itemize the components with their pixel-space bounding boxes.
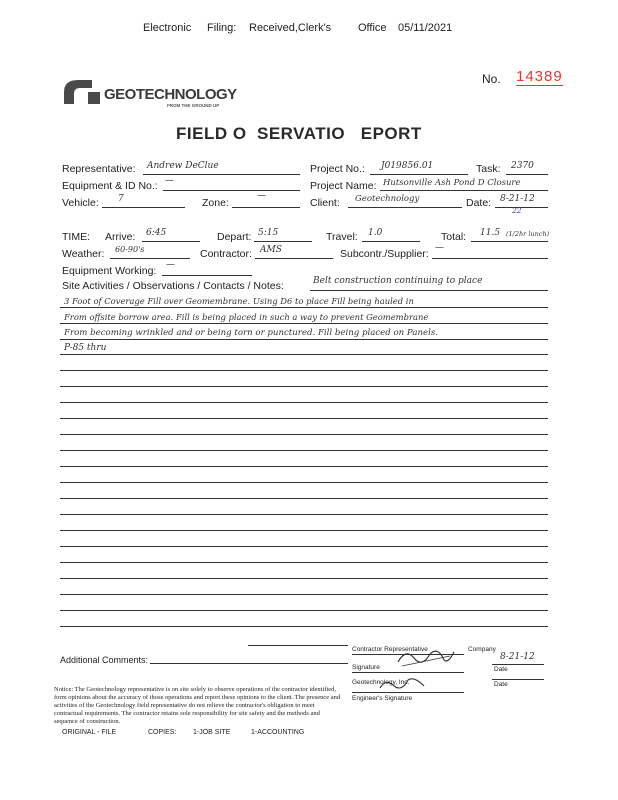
weather-label: Weather: [62,248,105,260]
notes-rule [60,578,548,579]
notes-rule [60,339,548,340]
vehicle-label: Vehicle: [62,197,99,209]
arrive-label: Arrive: [105,231,136,243]
notes-rule [60,434,548,435]
report-no-label: No. [482,72,501,86]
notes-line-3: From offsite borrow area. Fill is being placed in such a way to prevent Geomembrane [64,312,429,322]
notes-rule [248,645,348,646]
equipment-working-line [162,275,252,276]
task-line [506,174,548,175]
notes-rule [60,370,548,371]
footer-original: ORIGINAL - FILE [62,729,117,736]
notes-line-4: From becoming wrinkled and or being torn or punctured. Fill being placed on Panels. [64,328,438,338]
additional-comments-label: Additional Comments: [60,655,149,665]
notes-rule [60,307,548,308]
filing-header-office: Office [358,22,387,34]
project-no-label: Project No.: [310,163,365,175]
subcontractor-label: Subcontr./Supplier: [340,248,429,260]
travel-label: Travel: [326,231,358,243]
footer-copies: COPIES: [148,729,177,736]
client-line [348,207,462,208]
depart-value: 5:15 [258,228,279,238]
notes-rule [60,562,548,563]
depart-line [254,241,312,242]
equipment-line [163,190,300,191]
handwritten-signature-icon [396,644,456,668]
equipment-working-value: — [166,260,175,270]
filing-header-filing: Filing: [207,22,237,34]
signature-label: Signature [352,664,380,671]
signature-date-line [492,664,544,665]
signature-date-label: Date [494,666,508,673]
weather-value: 60-90's [115,245,145,254]
equipment-value: — [165,176,174,186]
engineer-date-line [492,679,544,680]
filing-header-electronic: Electronic [143,22,192,34]
representative-value: Andrew DeClue [147,161,219,171]
filing-header-date: 05/11/2021 [398,22,453,34]
geotechnology-logo [62,78,102,109]
project-no-value: J019856.01 [381,161,434,171]
date-extra: 22 [512,206,522,215]
travel-line [362,241,420,242]
signature-line [352,672,464,673]
handwritten-signature-icon [378,674,428,694]
equipment-label: Equipment & ID No.: [62,180,158,192]
notes-rule [60,610,548,611]
zone-label: Zone: [202,197,229,209]
zone-value: — [257,191,266,201]
date-value: 8-21-12 [500,194,535,204]
contractor-rep-label: Contractor Representative [352,646,428,653]
notes-rule [60,514,548,515]
notes-label: Site Activities / Observations / Contacts / Notes: [62,280,284,292]
engineer-signature-label: Engineer's Signature [352,695,413,702]
total-line [471,241,548,242]
representative-label: Representative: [62,163,136,175]
company-label: Company [468,646,496,653]
task-value: 2370 [511,161,534,171]
zone-line [232,207,300,208]
notes-rule [60,482,548,483]
notes-line-5: P-85 thru [64,343,107,353]
contractor-value: AMS [260,245,282,255]
notes-rule [60,402,548,403]
project-name-line [380,190,548,191]
report-title: FIELD O SERVATIO EPORT [176,124,422,143]
footer-job-site: 1-JOB SITE [193,729,231,736]
notes-rule [310,290,548,291]
arrive-value: 6:45 [146,228,167,238]
subcontractor-value: — [435,243,444,253]
equipment-working-label: Equipment Working: [62,265,157,277]
date-label: Date: [466,197,492,209]
depart-label: Depart: [217,231,252,243]
time-label: TIME: [62,231,90,243]
notes-rule [60,546,548,547]
project-name-value: Hutsonville Ash Pond D Closure [383,178,521,188]
notes-rule [60,498,548,499]
notes-rule [60,418,548,419]
notes-line-1: Belt construction continuing to place [313,276,483,286]
footer-accounting: 1-ACCOUNTING [251,729,305,736]
notes-rule [60,450,548,451]
notes-rule [60,530,548,531]
client-label: Client: [310,197,340,209]
notes-rule [60,626,548,627]
filing-header-received: Received,Clerk's [249,22,332,34]
task-label: Task: [476,163,501,175]
notice-text: Notice: The Geotechnology representative is on site solely to observe operations of the contractor identified, form opinions about the accuracy of those operations and report these opinions to the client. The presence and activities of the Geotechnology field representative do not relieve the contractor's obligation to meet contractual requirements. The contractor retains sole responsibility for site safety and the methods and sequence of construction. [54,686,341,725]
logo-mark-icon [62,78,102,104]
project-name-label: Project Name: [310,180,377,192]
notes-rule [60,354,548,355]
vehicle-value: 7 [118,194,124,204]
representative-line [143,174,300,175]
client-value: Geotechnology [355,194,420,204]
signature-date-value: 8-21-12 [500,652,535,662]
contractor-line [255,258,333,259]
contractor-label: Contractor: [200,248,252,260]
logo-tagline: FROM THE GROUND UP [167,103,220,108]
contractor-signature [396,644,456,673]
travel-value: 1.0 [368,228,383,238]
subcontractor-line [432,258,548,259]
engineer-signature-line [352,692,464,693]
geotechnology-label: Geotechnology, Inc. [352,679,410,686]
notes-rule [60,594,548,595]
engineer-date-label: Date [494,681,508,688]
project-no-line [370,174,468,175]
total-value: 11.5 [480,228,501,238]
report-number: 14389 [516,68,563,85]
notes-rule [60,466,548,467]
logo-name: GEOTECHNOLOGY [104,86,237,103]
arrive-line [142,241,200,242]
total-note: (1/2hr lunch) [506,230,550,238]
notes-line-2: 3 Foot of Coverage Fill over Geomembrane. Using D6 to place Fill being hauled in [64,296,414,306]
notes-rule [60,323,548,324]
additional-comments-line [150,663,348,664]
notes-rule [60,386,548,387]
weather-line [110,258,190,259]
total-label: Total: [441,231,467,243]
vehicle-line [102,207,185,208]
